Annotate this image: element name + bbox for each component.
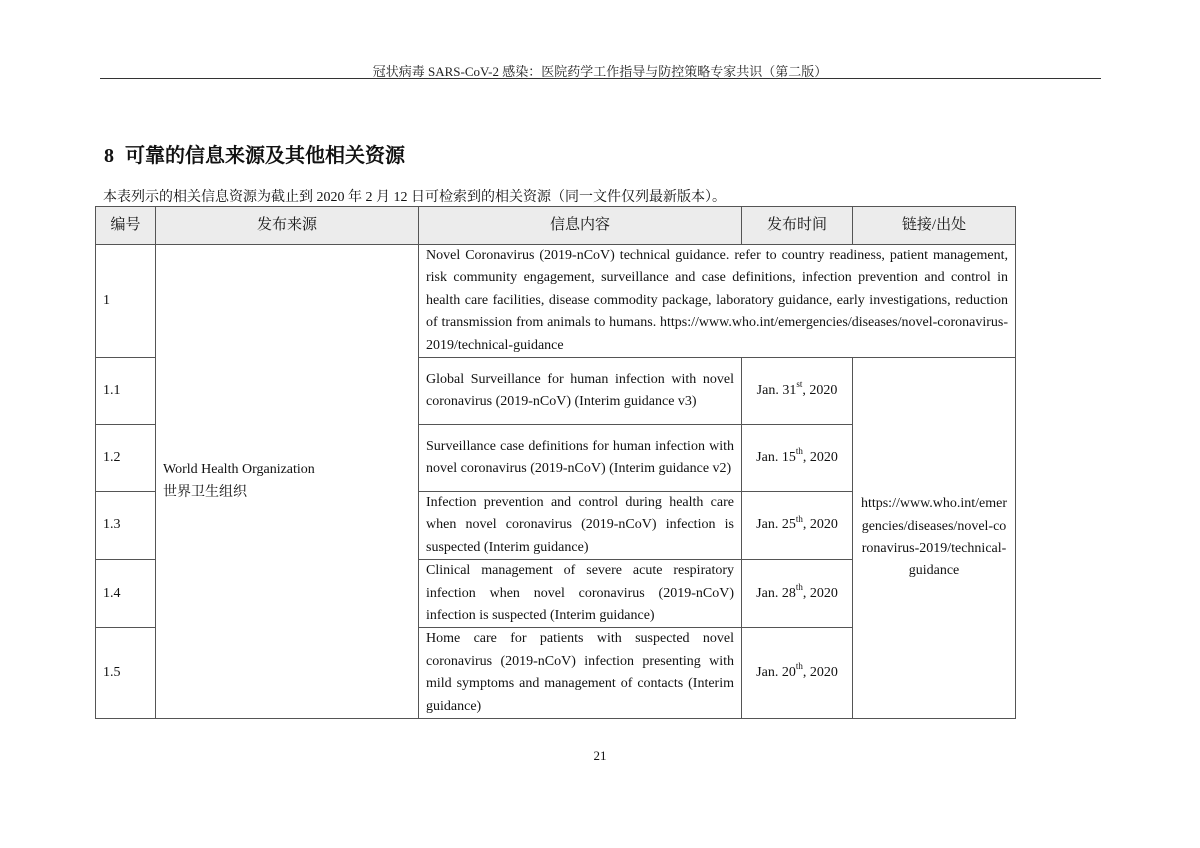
source-name-zh: 世界卫生组织 (163, 484, 247, 500)
row-number: 1.4 (96, 560, 156, 628)
date-ordinal-suffix: th (795, 446, 803, 457)
link-cell: https://www.who.int/emergencies/diseases/novel-coronavirus-2019/technical-guidance (853, 358, 1016, 719)
date-ordinal-suffix: th (795, 582, 803, 592)
date-month-day: Jan. 15 (756, 449, 796, 465)
date-month-day: Jan. 25 (756, 517, 796, 533)
date-ordinal-suffix: st (796, 379, 803, 390)
row-content: Home care for patients with suspected novel coronavirus (2019-nCoV) infection presenting with mild symptoms and management of contacts (Interim guidance) (419, 628, 742, 719)
header-divider (100, 78, 1101, 79)
row-date (742, 628, 853, 719)
date-year: , 2020 (802, 449, 838, 465)
column-header-content: 信息内容 (419, 207, 742, 245)
row-date (742, 492, 853, 560)
row-content: Infection prevention and control during health care when novel coronavirus (2019-nCoV) infection is suspected (Interim guidance) (419, 492, 742, 560)
section-number: 8 (104, 145, 114, 167)
source-cell (156, 245, 419, 719)
date-year: , 2020 (802, 517, 838, 533)
resource-table (95, 206, 1016, 719)
page-number: 21 (593, 748, 607, 763)
date-month-day: Jan. 28 (756, 585, 796, 601)
row-date (742, 425, 853, 492)
column-header-source: 发布来源 (156, 207, 419, 245)
row-number: 1 (96, 245, 156, 358)
column-header-date: 发布时间 (742, 207, 853, 245)
table-header-row (96, 207, 1016, 245)
date-year: , 2020 (802, 665, 838, 681)
row-content: Clinical management of severe acute respiratory infection when novel coronavirus (2019-nCoV) infection is suspected (Interim guidance) (419, 560, 742, 628)
row-content: Surveillance case definitions for human infection with novel coronavirus (2019-nCoV) (Interim guidance v2) (419, 425, 742, 492)
row-date (742, 560, 853, 628)
section-title: 可靠的信息来源及其他相关资源 (125, 145, 405, 167)
date-ordinal-suffix: th (795, 661, 803, 672)
row-number: 1.2 (96, 425, 156, 492)
row-date (742, 358, 853, 425)
intro-paragraph: 本表列示的相关信息资源为截止到 2020 年 2 月 12 日可检索到的相关资源（同一文件仅列最新版本）。 (103, 190, 726, 205)
date-year: , 2020 (802, 585, 838, 601)
row-content: Global Surveillance for human infection with novel coronavirus (2019-nCoV) (Interim guidance v3) (419, 358, 742, 425)
row-number: 1.5 (96, 628, 156, 719)
column-header-link: 链接/出处 (853, 207, 1016, 245)
column-header-number: 编号 (96, 207, 156, 245)
date-year: , 2020 (802, 382, 838, 398)
source-name-en: World Health Organization (163, 462, 315, 478)
row-content: Novel Coronavirus (2019-nCoV) technical guidance. refer to country readiness, patient management, risk community engagement, surveillance and case definitions, infection prevention and control in health care facilities, disease commodity package, laboratory guidance, early investigations, reduction of transmission from animals to humans. https://www.who.int/emergencies/diseases/novel-coronavirus-2019/technical-guidance (419, 245, 1016, 358)
row-number: 1.1 (96, 358, 156, 425)
table-row (96, 245, 1016, 358)
date-month-day: Jan. 20 (756, 665, 796, 681)
section-heading (104, 139, 405, 168)
running-header: 冠状病毒 SARS-CoV-2 感染：医院药学工作指导与防控策略专家共识（第二版） (372, 64, 828, 79)
date-ordinal-suffix: th (795, 513, 803, 524)
row-number: 1.3 (96, 492, 156, 560)
date-month-day: Jan. 31 (756, 382, 797, 398)
